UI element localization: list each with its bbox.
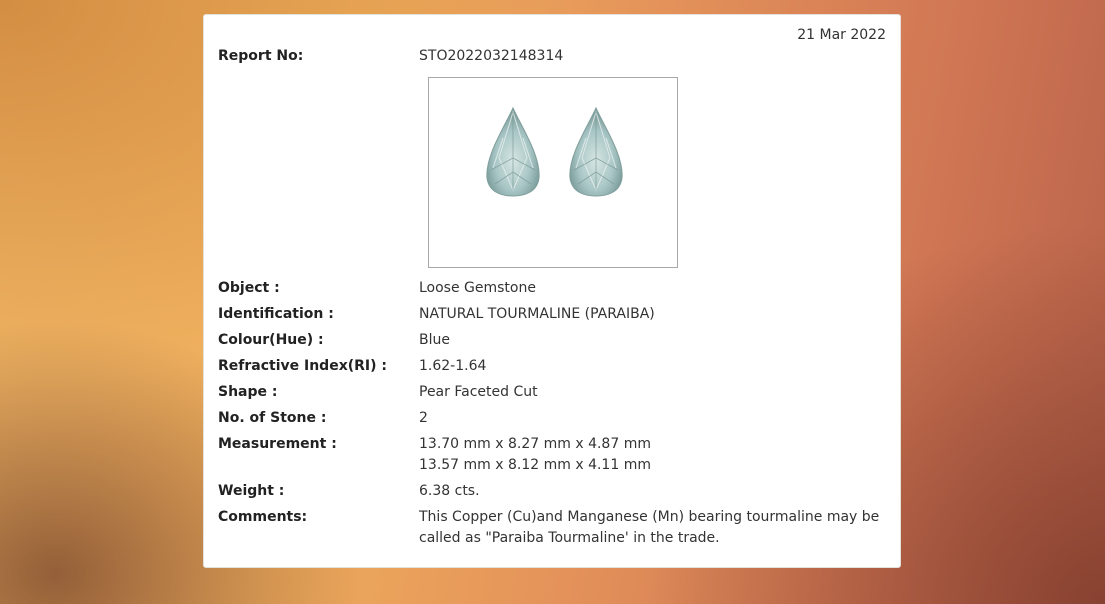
comments-value: This Copper (Cu)and Manganese (Mn) bearing tourmaline may be called as "Paraiba Tourmaline' in the trade. [419,509,880,546]
shape-label: Shape : [218,384,278,400]
stone-count-value: 2 [419,410,428,426]
gemstone-photo [428,77,678,268]
refractive-index-label: Refractive Index(RI) : [218,358,387,374]
report-no-value: STO2022032148314 [419,48,564,64]
measurement-value [419,434,886,476]
identification-value: NATURAL TOURMALINE (PARAIBA) [419,306,655,322]
colour-label: Colour(Hue) : [218,332,324,348]
shape-value: Pear Faceted Cut [419,384,538,400]
comments-label: Comments: [218,509,308,525]
measurement-line-2: 13.57 mm x 8.12 mm x 4.11 mm [419,457,651,473]
stone-count-label: No. of Stone : [218,410,327,426]
weight-value: 6.38 cts. [419,483,480,499]
report-no-label: Report No: [218,48,304,64]
report-card [203,14,901,568]
refractive-index-value: 1.62-1.64 [419,358,487,374]
gemstone-image [429,78,677,267]
measurement-line-1: 13.70 mm x 8.27 mm x 4.87 mm [419,436,651,452]
colour-value: Blue [419,332,450,348]
identification-label: Identification : [218,306,334,322]
measurement-label: Measurement : [218,436,337,452]
gemstone-right [570,108,622,196]
object-value: Loose Gemstone [419,280,536,296]
report-date: 21 Mar 2022 [797,27,886,43]
gemstone-left [487,108,539,196]
object-label: Object : [218,280,280,296]
weight-label: Weight : [218,483,285,499]
